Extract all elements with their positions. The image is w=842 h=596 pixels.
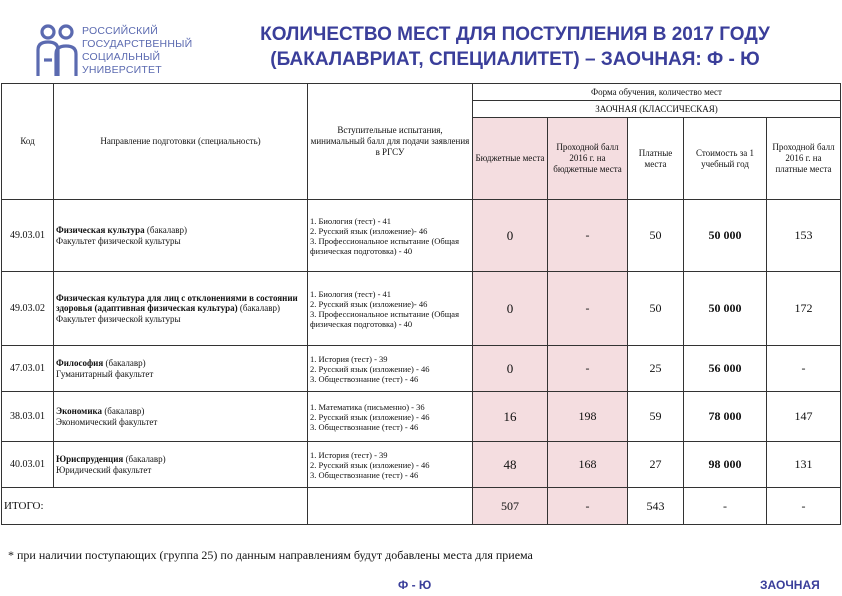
direction-name: Юриспруденция [56,454,124,464]
row-budget-score: - [548,272,628,346]
row-budget-places: 16 [473,392,548,442]
row-paid-places: 59 [628,392,684,442]
row-cost: 50 000 [684,200,767,272]
row-cost: 78 000 [684,392,767,442]
title-line-1: КОЛИЧЕСТВО МЕСТ ДЛЯ ПОСТУПЛЕНИЯ В 2017 ГОДУ [260,24,770,45]
direction-degree: (бакалавр) [123,454,166,464]
header-paid-places: Платные места [628,118,684,200]
header-budget-places: Бюджетные места [473,118,548,200]
total-paid-places: 543 [628,488,684,525]
faculty-name: Гуманитарный факультет [56,368,154,379]
row-code: 49.03.01 [2,200,54,272]
row-paid-score: - [767,346,841,392]
row-exams [308,392,473,442]
exam-item: 3. Профессиональное испытание (Общая физическая подготовка) - 40 [310,308,459,329]
footer-left-label: Ф - Ю [398,578,432,592]
exam-item: 3. Профессиональное испытание (Общая физическая подготовка) - 40 [310,235,459,256]
total-cost: - [684,488,767,525]
total-label: ИТОГО: [2,488,308,525]
faculty-name: Факультет физической культуры [56,313,181,324]
logo-line: РОССИЙСКИЙ [82,25,158,37]
table-row [2,392,841,442]
table-row [2,272,841,346]
exam-item: 1. Математика (письменно) - 36 [310,401,425,412]
exam-item: 1. История (тест) - 39 [310,353,388,364]
row-paid-score: 131 [767,442,841,488]
exam-item: 1. Биология (тест) - 41 [310,288,392,299]
row-direction [54,200,308,272]
exam-item: 1. Биология (тест) - 41 [310,215,392,226]
logo-line: СОЦИАЛЬНЫЙ [82,51,161,63]
total-budget-score: - [548,488,628,525]
row-paid-places: 50 [628,272,684,346]
row-exams [308,346,473,392]
row-budget-places: 0 [473,200,548,272]
row-paid-score: 147 [767,392,841,442]
row-paid-score: 153 [767,200,841,272]
faculty-name: Экономический факультет [56,416,158,427]
row-budget-places: 0 [473,272,548,346]
direction-degree: (бакалавр) [102,406,145,416]
row-budget-score: - [548,200,628,272]
exam-item: 2. Русский язык (изложение) - 46 [310,459,430,470]
total-budget-places: 507 [473,488,548,525]
row-paid-places: 25 [628,346,684,392]
exam-item: 3. Обществознание (тест) - 46 [310,421,419,432]
logo-line: ГОСУДАРСТВЕННЫЙ [82,38,193,50]
row-budget-places: 0 [473,346,548,392]
row-direction [54,442,308,488]
row-paid-places: 27 [628,442,684,488]
exam-item: 2. Русский язык (изложение)- 46 [310,298,428,309]
exam-item: 1. История (тест) - 39 [310,449,388,460]
title-line-2: (БАКАЛАВРИАТ, СПЕЦИАЛИТЕТ) – ЗАОЧНАЯ: Ф - Ю [270,49,760,70]
direction-degree: (бакалавр) [237,303,280,314]
row-code: 47.03.01 [2,346,54,392]
footer-right-label: ЗАОЧНАЯ [760,578,820,592]
header-cost: Стоимость за 1 учебный год [684,118,767,200]
row-code: 38.03.01 [2,392,54,442]
row-paid-places: 50 [628,200,684,272]
university-logo-icon [34,20,84,80]
page-title [200,22,830,72]
row-exams [308,272,473,346]
direction-degree: (бакалавр) [144,225,188,235]
exam-item: 3. Обществознание (тест) - 46 [310,373,419,384]
admission-table [1,83,841,525]
faculty-name: Факультет физической культуры [56,235,181,246]
exam-item: 3. Обществознание (тест) - 46 [310,469,419,480]
direction-name: Экономика [56,406,103,416]
footnote: * при наличии поступающих (группа 25) по данным направлениям будут добавлены места для приема [8,548,533,562]
row-paid-score: 172 [767,272,841,346]
row-direction [54,346,308,392]
row-code: 49.03.02 [2,272,54,346]
row-cost: 98 000 [684,442,767,488]
row-direction [54,272,308,346]
exam-item: 2. Русский язык (изложение) - 46 [310,363,430,374]
row-exams [308,200,473,272]
exam-item: 2. Русский язык (изложение)- 46 [310,225,428,236]
total-empty-cell [308,488,473,525]
header-form-group: Форма обучения, количество мест [473,84,841,101]
faculty-name: Юридический факультет [56,464,152,475]
row-exams [308,442,473,488]
row-budget-score: - [548,346,628,392]
direction-degree: (бакалавр) [103,358,146,368]
exam-item: 2. Русский язык (изложение) - 46 [310,411,430,422]
direction-name: Физическая культура [56,225,145,235]
table-row [2,346,841,392]
table-row [2,200,841,272]
row-cost: 56 000 [684,346,767,392]
header-exams: Вступительные испытания, минимальный балл для подачи заявления в РГСУ [308,84,473,200]
direction-name: Физическая культура для лиц с отклонениями в состоянии здоровья (адаптивная физическая культура) [56,292,298,314]
row-cost: 50 000 [684,272,767,346]
row-budget-score: 198 [548,392,628,442]
header-code: Код [2,84,54,200]
logo-line: УНИВЕРСИТЕТ [82,64,162,76]
row-budget-places: 48 [473,442,548,488]
total-paid-score: - [767,488,841,525]
total-row [2,488,841,525]
header-form-subgroup: ЗАОЧНАЯ (КЛАССИЧЕСКАЯ) [473,101,841,118]
logo-text [82,25,212,77]
row-budget-score: 168 [548,442,628,488]
row-direction [54,392,308,442]
table-row [2,442,841,488]
header-direction: Направление подготовки (специальность) [54,84,308,200]
direction-name: Философия [56,358,104,368]
header-budget-score: Проходной балл 2016 г. на бюджетные места [548,118,628,200]
header-paid-score: Проходной балл 2016 г. на платные места [767,118,841,200]
row-code: 40.03.01 [2,442,54,488]
